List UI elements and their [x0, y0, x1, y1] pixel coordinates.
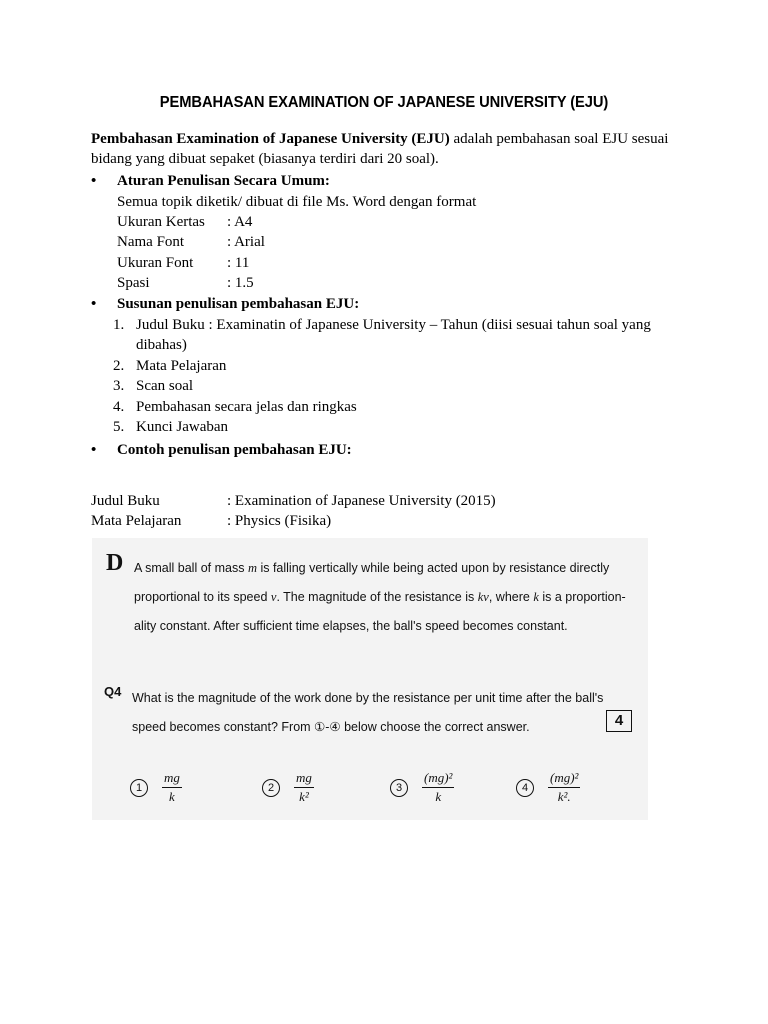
option-fraction: $\frac{\text{(mg)²}}{\text{k².}}$: [550, 770, 579, 804]
scanned-problem: [92, 538, 648, 820]
bullet-example-label: Contoh penulisan pembahasan EJU:: [117, 442, 352, 458]
rule-row: Nama Font : Arial: [117, 234, 265, 251]
option-fraction: $\frac{mg}{k}$: [164, 770, 180, 804]
bullet-structure-label: Susunan penulisan pembahasan EJU:: [117, 296, 360, 312]
list-item: 5. Kunci Jawaban: [113, 419, 229, 436]
meta-row: Judul Buku : Examination of Japanese University (2015): [91, 493, 496, 509]
question-label: Q4: [104, 684, 122, 699]
intro-bold: Pembahasan Examination of Japanese University (EJU): [91, 131, 450, 147]
list-item: 4. Pembahasan secara jelas dan ringkas: [113, 398, 357, 415]
intro-rest: adalah pembahasan soal EJU sesuai bidang yang dibuat sepaket (biasanya terdiri dari 20 soal).: [91, 131, 669, 168]
option-1: [130, 770, 182, 805]
structure-list: [113, 315, 673, 437]
option-marker: 1: [130, 779, 148, 797]
intro-paragraph: [91, 129, 691, 170]
bullet-example: • Contoh penulisan pembahasan EJU:: [91, 442, 352, 458]
option-2: [262, 770, 314, 805]
rule-row: Ukuran Font : 11: [117, 254, 250, 271]
bullet-rules-label: Aturan Penulisan Secara Umum:: [117, 173, 330, 189]
bullet-rules: [91, 171, 330, 191]
example-meta: [91, 491, 496, 532]
option-4: [516, 770, 580, 805]
option-fraction: $\frac{mg}{\text{k²}}$: [296, 770, 312, 804]
option-marker: 3: [390, 779, 408, 797]
rules-block: [117, 192, 476, 294]
list-item: 3. Scan soal: [113, 378, 194, 395]
option-fraction: $\frac{\text{(mg)²}}{k}$: [424, 770, 453, 804]
option-3: [390, 770, 454, 805]
rules-lead: Semua topik diketik/ dibuat di file Ms. Word dengan format: [117, 193, 477, 210]
bullet-dot: •: [91, 173, 97, 189]
rule-row: Ukuran Kertas : A4: [117, 213, 253, 230]
bullet-structure: • Susunan penulisan pembahasan EJU:: [91, 296, 360, 312]
problem-text: A small ball of mass m is falling vertically while being acted upon by resistance directly proportional to its speed v. The magnitude of the resistance is kv, where k is a proportion-ality constant. After sufficient time elapses, the ball's speed becomes constant.: [134, 561, 626, 633]
problem-letter: D: [106, 550, 124, 576]
page-title: PEMBAHASAN EXAMINATION OF JAPANESE UNIVERSITY (EJU): [159, 94, 609, 111]
question-text: What is the magnitude of the work done by the resistance per unit time after the ball's speed becomes constant? From ①-④ below choose the correct answer.: [132, 691, 604, 734]
list-item: 1. Judul Buku : Examinatin of Japanese University – Tahun (diisi sesuai tahun soal yang dibahas): [113, 317, 651, 354]
option-marker: 2: [262, 779, 280, 797]
rule-row: Spasi : 1.5: [117, 275, 254, 292]
list-item: 2. Mata Pelajaran: [113, 357, 227, 374]
meta-row: Mata Pelajaran : Physics (Fisika): [91, 513, 332, 530]
option-marker: 4: [516, 779, 534, 797]
answer-box: 4: [606, 710, 632, 732]
